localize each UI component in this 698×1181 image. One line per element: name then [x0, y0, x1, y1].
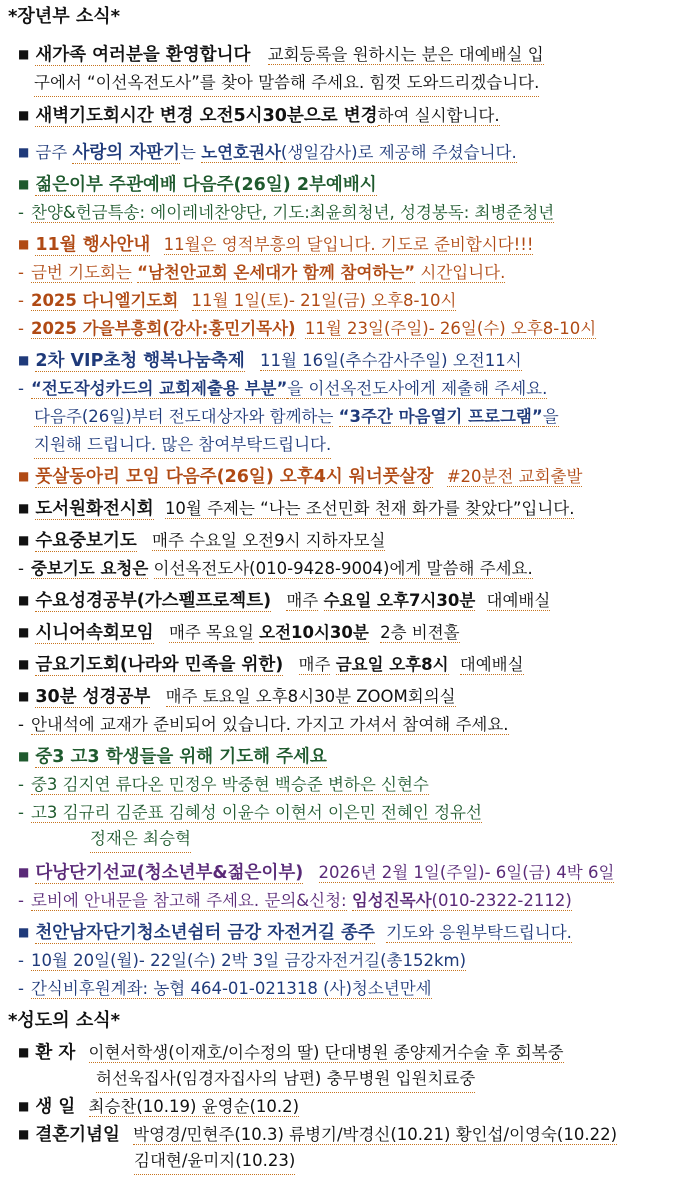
- november-row: [18, 232, 533, 258]
- vip-line2-a: 다음주(26일)부터 전도대상자와 함께하는: [34, 407, 334, 426]
- fri-prayer-text-b: 금요일 오후8시: [335, 655, 449, 674]
- futsal-title: 풋살동아리 모임 다음주(26일) 오후4시 워너풋살장: [35, 467, 434, 487]
- danang-sub: - 로비에 안내문을 참고해 주세요. 문의&신청: 임성진목사(010-2322-2112): [18, 891, 572, 910]
- november-line1-a: 금번 기도회는: [30, 263, 132, 282]
- library-text: 10월 주제는 “나는 조선민화 천재 화가를 찾았다”입니다.: [164, 499, 575, 518]
- vip-line1: - “전도작성카드의 교회제출용 부분”을 이선옥전도사에게 제출해 주세요.: [18, 379, 548, 398]
- wed-prayer-row: [18, 528, 385, 554]
- dawn-prayer-title: 새벽기도회시간 변경 오전5시30분으로 변경: [35, 106, 378, 126]
- wed-bible-text-a: 매주: [286, 591, 319, 610]
- students-title: 중3 고3 학생들을 위해 기도해 주세요: [35, 747, 327, 767]
- anniversary2: 김대현/윤미지(10.23): [134, 1148, 295, 1175]
- bullet-icon: ■: [18, 108, 30, 122]
- november-line3-a: 2025 가을부흥회(강사:홍민기목사): [30, 319, 296, 338]
- sat-bible-text: 매주 토요일 오후8시30분 ZOOM회의실: [165, 687, 456, 706]
- november-line1-c: 시간입니다.: [420, 263, 506, 282]
- futsal-text: #20분전 교회출발: [446, 467, 583, 486]
- bullet-icon: ■: [18, 237, 30, 251]
- new-family-row: [18, 42, 544, 68]
- birthday-label: 생 일: [35, 1097, 76, 1117]
- anniversary-label: 결혼기념일: [35, 1125, 120, 1145]
- patient2: 허선욱집사(임경자집사의 남편) 충무병원 입원치료중: [96, 1066, 475, 1093]
- november-line3: - 2025 가을부흥회(강사:홍민기목사) 11월 23일(주일)- 26일(수) 오후8-10시: [18, 319, 597, 338]
- senior-title: 시니어속회모임: [35, 623, 154, 643]
- cycling-sub1-row: - 10월 20일(월)- 22일(수) 2박 3일 금강자전거길(총152km): [18, 951, 467, 970]
- fri-prayer-title: 금요기도회(나라와 민족을 위한): [35, 655, 284, 675]
- november-title: 11월 행사안내: [35, 235, 151, 255]
- vending-mid: 는: [180, 143, 196, 162]
- vip-line3: 지원해 드립니다. 많은 참여부탁드립니다.: [34, 432, 331, 459]
- members-section-title: *성도의 소식*: [8, 1010, 121, 1031]
- vip-line1-b: 을 이선옥전도사에게 제출해 주세요.: [287, 379, 548, 398]
- sat-bible-sub: 안내석에 교재가 준비되어 있습니다. 가지고 가셔서 참여해 주세요.: [30, 715, 509, 734]
- senior-text-c: 2층 비젼홀: [380, 623, 460, 642]
- birthday-row: [18, 1094, 299, 1120]
- senior-text-b: 오전10시30분: [259, 623, 369, 642]
- young-adult-row: [18, 172, 377, 198]
- wed-prayer-title: 수요중보기도: [35, 531, 137, 551]
- danang-sub-c: (010-2322-2112): [431, 891, 572, 910]
- vip-line1-a: “전도작성카드의 교회제출용 부분”: [30, 379, 288, 398]
- wed-prayer-text: 매주 수요일 오전9시 지하자모실: [152, 531, 386, 550]
- bullet-icon: ■: [18, 353, 30, 367]
- bullet-icon: ■: [18, 1127, 30, 1141]
- november-line3-b: 11월 23일(주일)- 26일(수) 오후8-10시: [304, 319, 597, 338]
- danang-text: 2026년 2월 1일(주일)- 6일(금) 4박 6일: [318, 863, 615, 882]
- patient1: 이현서학생(이재호/이수정의 딸) 단대병원 종양제거수술 후 회복중: [88, 1043, 564, 1062]
- dawn-prayer-text: 하여 실시합니다.: [377, 106, 500, 125]
- vip-line2-b: “3주간 마음열기 프로그램”: [338, 407, 543, 426]
- patient-label: 환 자: [35, 1043, 76, 1063]
- students-m3: 중3 김지연 류다온 민정우 박중현 백승준 변하은 신현수: [30, 775, 429, 794]
- bullet-icon: ■: [18, 501, 30, 515]
- cycling-row: [18, 920, 572, 946]
- wed-prayer-sub-b: 이선옥전도사(010-9428-9004)에게 말씀해 주세요.: [153, 559, 533, 578]
- library-title: 도서원화전시회: [35, 499, 154, 519]
- library-row: [18, 496, 574, 522]
- fri-prayer-row: [18, 652, 524, 678]
- danang-sub-b: 임성진목사: [351, 891, 432, 910]
- students-h3-cont: 정재은 최승혁: [90, 826, 191, 853]
- bullet-icon: ■: [18, 925, 30, 939]
- bullet-icon: ■: [18, 593, 30, 607]
- wed-bible-title: 수요성경공부(가스펠프로젝트): [35, 591, 272, 611]
- wed-prayer-sub: - 중보기도 요청은 이선옥전도사(010-9428-9004)에게 말씀해 주세요.: [18, 559, 533, 578]
- youth-section-title: *장년부 소식*: [8, 6, 121, 27]
- november-line2-b: 11월 1일(토)- 21일(금) 오후8-10시: [191, 291, 457, 310]
- anniversary-row: [18, 1122, 617, 1148]
- vending-name: 노연호권사: [201, 143, 281, 162]
- bullet-icon: ■: [18, 657, 30, 671]
- wed-bible-row: [18, 588, 550, 614]
- november-line1: - 금번 기도회는 “남천안교회 온세대가 함께 참여하는” 시간입니다.: [18, 263, 506, 282]
- young-adult-detail-row: - 찬양&헌금특송: 에이레네찬양단, 기도:최윤희청년, 성경봉독: 최병준청년: [18, 203, 555, 222]
- sat-bible-title: 30분 성경공부: [35, 687, 151, 707]
- sat-bible-row: [18, 684, 456, 710]
- cycling-sub2: 간식비후원계좌: 농협 464-01-021318 (사)청소년만세: [30, 979, 432, 998]
- bullet-icon: ■: [18, 865, 30, 879]
- november-text: 11월은 영적부흥의 달입니다. 기도로 준비합시다!!!: [163, 235, 534, 254]
- danang-sub-a: 로비에 안내문을 참고해 주세요. 문의&신청:: [30, 891, 347, 910]
- wed-prayer-sub-a: 중보기도 요청은: [30, 559, 149, 578]
- cycling-text: 기도와 응원부탁드립니다.: [386, 923, 572, 942]
- bullet-icon: ■: [18, 689, 30, 703]
- cycling-sub2-row: - 간식비후원계좌: 농협 464-01-021318 (사)청소년만세: [18, 979, 432, 998]
- new-family-title: 새가족 여러분을 환영합니다: [35, 45, 251, 65]
- vending-row: [18, 140, 517, 166]
- bullet-icon: ■: [18, 1099, 30, 1113]
- birthday: 최승찬(10.19) 윤영순(10.2): [88, 1097, 300, 1116]
- november-line1-b: “남천안교회 온세대가 함께 참여하는”: [137, 263, 416, 282]
- vending-text: (생일감사)로 제공해 주셨습니다.: [280, 143, 517, 162]
- bullet-icon: ■: [18, 1045, 30, 1059]
- cycling-title: 천안남자단기청소년쉼터 금강 자전거길 종주: [35, 923, 375, 943]
- dawn-prayer-row: [18, 103, 500, 129]
- new-family-text2: 구에서 “이선옥전도사”를 찾아 말씀해 주세요. 힘껏 도와드리겠습니다.: [34, 70, 539, 97]
- danang-title: 다낭단기선교(청소년부&젊은이부): [35, 863, 304, 883]
- bullet-icon: ■: [18, 533, 30, 547]
- students-m3-row: - 중3 김지연 류다온 민정우 박중현 백승준 변하은 신현수: [18, 775, 429, 794]
- wed-bible-text-b: 수요일 오후7시30분: [323, 591, 476, 610]
- vending-title: 사랑의 자판기: [72, 143, 181, 163]
- bullet-icon: ■: [18, 749, 30, 763]
- senior-text-a: 매주 목요일: [168, 623, 254, 642]
- bullet-icon: ■: [18, 47, 30, 61]
- new-family-text1: 교회등록을 원하시는 분은 대예배실 입: [267, 45, 544, 64]
- young-adult-title: 젊은이부 주관예배 다음주(26일) 2부예배시: [35, 175, 377, 195]
- students-h3-row: - 고3 김규리 김준표 김혜성 이윤수 이현서 이은민 전혜인 정유선: [18, 803, 482, 822]
- vip-row: [18, 348, 522, 374]
- vip-text: 11월 16일(추수감사주일) 오전11시: [259, 351, 522, 370]
- senior-row: [18, 620, 460, 646]
- vip-line2: [34, 404, 559, 430]
- students-h3: 고3 김규리 김준표 김혜성 이윤수 이현서 이은민 전혜인 정유선: [30, 803, 482, 822]
- vending-prefix: 금주: [35, 143, 68, 162]
- november-line2-a: 2025 다니엘기도회: [30, 291, 179, 310]
- bullet-icon: ■: [18, 625, 30, 639]
- futsal-row: [18, 464, 582, 490]
- vip-line2-c: 을: [542, 407, 559, 426]
- patient-row: [18, 1040, 564, 1066]
- anniversary1: 박영경/민현주(10.3) 류병기/박경신(10.21) 황인섭/이영숙(10.22): [133, 1125, 618, 1144]
- fri-prayer-text-c: 대예배실: [459, 655, 524, 674]
- november-line2: - 2025 다니엘기도회 11월 1일(토)- 21일(금) 오후8-10시: [18, 291, 457, 310]
- danang-row: [18, 860, 614, 886]
- wed-bible-text-c: 대예배실: [486, 591, 551, 610]
- bullet-icon: ■: [18, 469, 30, 483]
- vip-title: 2차 VIP초청 행복나눔축제: [35, 351, 245, 371]
- fri-prayer-text-a: 매주: [298, 655, 331, 674]
- bullet-icon: ■: [18, 145, 30, 159]
- young-adult-detail: 찬양&헌금특송: 에이레네찬양단, 기도:최윤희청년, 성경봉독: 최병준청년: [30, 203, 555, 222]
- cycling-sub1: 10월 20일(월)- 22일(수) 2박 3일 금강자전거길(총152km): [30, 951, 467, 970]
- students-row: [18, 744, 327, 770]
- bullet-icon: ■: [18, 177, 30, 191]
- sat-bible-sub-row: - 안내석에 교재가 준비되어 있습니다. 가지고 가셔서 참여해 주세요.: [18, 715, 509, 734]
